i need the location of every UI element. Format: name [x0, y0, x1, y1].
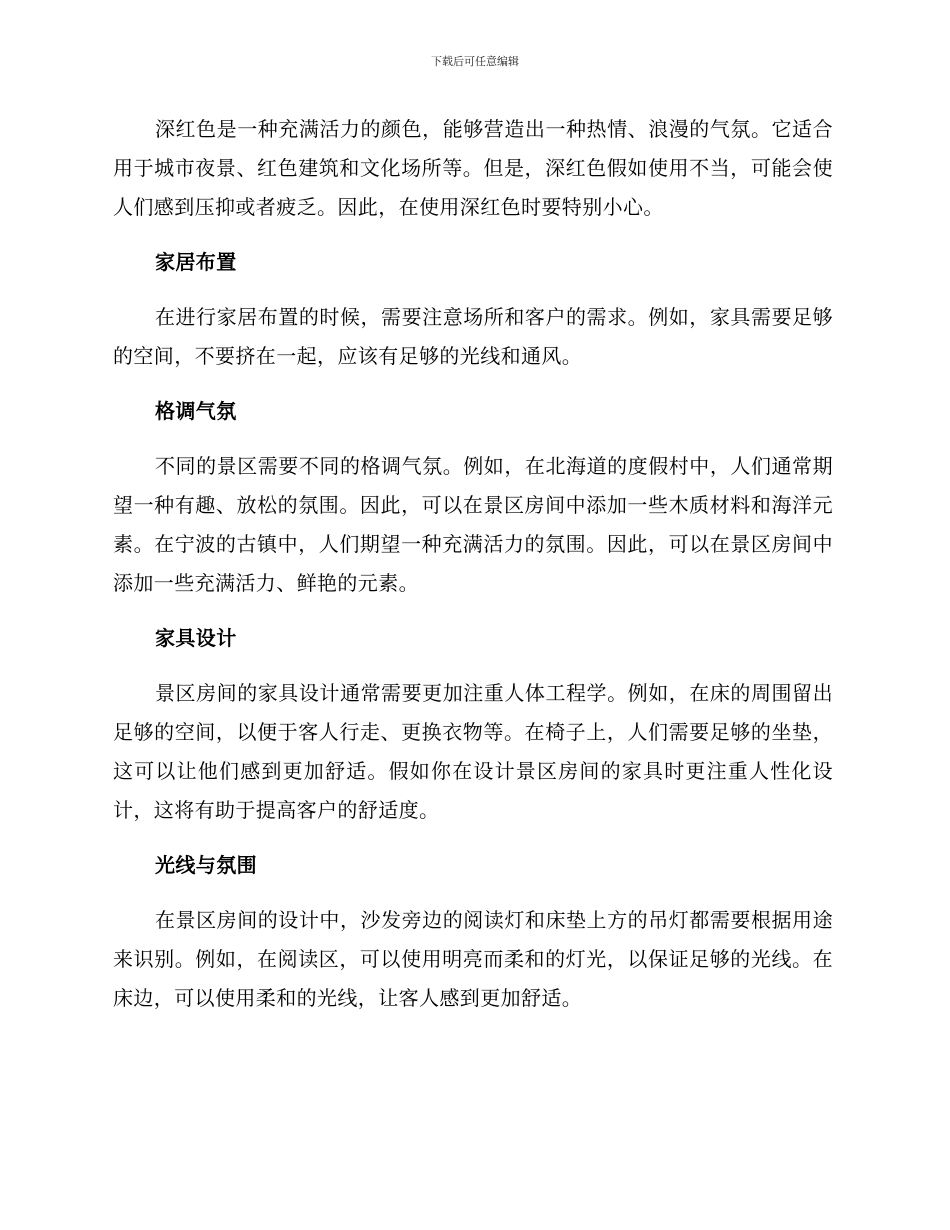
section-heading-lighting: 光线与氛围 [155, 853, 257, 877]
section-heading-furniture-design: 家具设计 [155, 626, 237, 650]
intro-paragraph: 深红色是一种充满活力的颜色，能够营造出一种热情、浪漫的气氛。它适合用于城市夜景、红色建筑和文化场所等。但是，深红色假如使用不当，可能会使人们感到压抑或者疲乏。因此，在使用深红色时要特别小心。 [113, 117, 833, 219]
section-heading-home-layout: 家居布置 [155, 250, 237, 274]
section-paragraph-home-layout: 在进行家居布置的时候，需要注意场所和客户的需求。例如，家具需要足够的空间，不要挤在一起，应该有足够的光线和通风。 [113, 305, 833, 368]
section-paragraph-atmosphere: 不同的景区需要不同的格调气氛。例如，在北海道的度假村中，人们通常期望一种有趣、放松的氛围。因此，可以在景区房间中添加一些木质材料和海洋元素。在宁波的古镇中，人们期望一种充满活力的氛围。因此，可以在景区房间中添加一些充满活力、鲜艳的元素。 [113, 454, 833, 595]
section-paragraph-furniture-design: 景区房间的家具设计通常需要更加注重人体工程学。例如，在床的周围留出足够的空间，以便于客人行走、更换衣物等。在椅子上，人们需要足够的坐垫，这可以让他们感到更加舒适。假如你在设计景区房间的家具时更注重人性化设计，这将有助于提高客户的舒适度。 [113, 681, 833, 822]
section-paragraph-lighting: 在景区房间的设计中，沙发旁边的阅读灯和床垫上方的吊灯都需要根据用途来识别。例如，在阅读区，可以使用明亮而柔和的灯光，以保证足够的光线。在床边，可以使用柔和的光线，让客人感到更加舒适。 [113, 908, 833, 1010]
section-heading-atmosphere: 格调气氛 [155, 399, 237, 423]
page-header: 下载后可任意编辑 [431, 55, 519, 68]
document-body [113, 110, 833, 1018]
